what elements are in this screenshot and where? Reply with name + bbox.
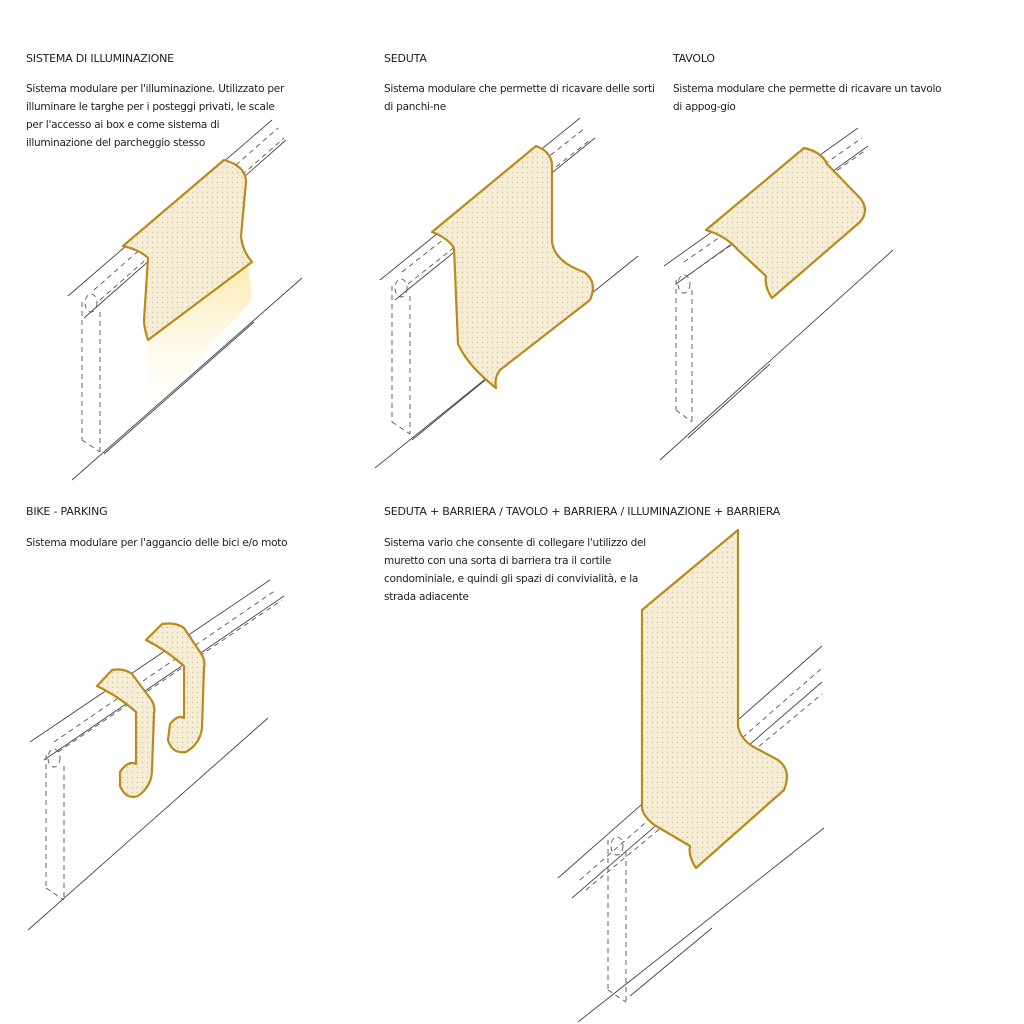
bike-parking-title: BIKE - PARKING (26, 505, 108, 518)
seat-panel (432, 146, 593, 388)
table-panel (706, 148, 865, 298)
barrier-panel (642, 530, 787, 868)
tavolo-title: TAVOLO (673, 52, 715, 65)
seduta-diagram (375, 118, 638, 468)
illuminazione-diagram (68, 120, 302, 480)
illuminazione-title: SISTEMA DI ILLUMINAZIONE (26, 52, 174, 65)
seduta-description: Sistema modulare che permette di ricavare delle sorti di panchi-ne (384, 83, 655, 113)
illuminazione-description: Sistema modulare per l'illuminazione. Utilizzato per illuminare le targhe per i posteggi privati, le scale per l'accesso ai box e come sistema di illuminazione del parcheggio stesso (26, 83, 285, 149)
barriera-description: Sistema vario che consente di collegare l'utilizzo del muretto con una sorta di barriera tra il cortile condominiale, e quindi gli spazi di convivialità, e la strada adiacente (384, 537, 646, 603)
bike-hook-rear (146, 624, 205, 753)
bike-hook-front (97, 670, 155, 797)
bike-parking-diagram (28, 580, 284, 930)
bike-parking-description: Sistema modulare per l'aggancio delle bici e/o moto (26, 537, 288, 549)
barriera-title: SEDUTA + BARRIERA / TAVOLO + BARRIERA / ILLUMINAZIONE + BARRIERA (384, 505, 781, 518)
barriera-diagram (558, 530, 824, 1022)
tavolo-diagram (660, 128, 893, 460)
tavolo-description: Sistema modulare che permette di ricavare un tavolo di appog-gio (673, 83, 942, 113)
seduta-title: SEDUTA (384, 52, 427, 65)
